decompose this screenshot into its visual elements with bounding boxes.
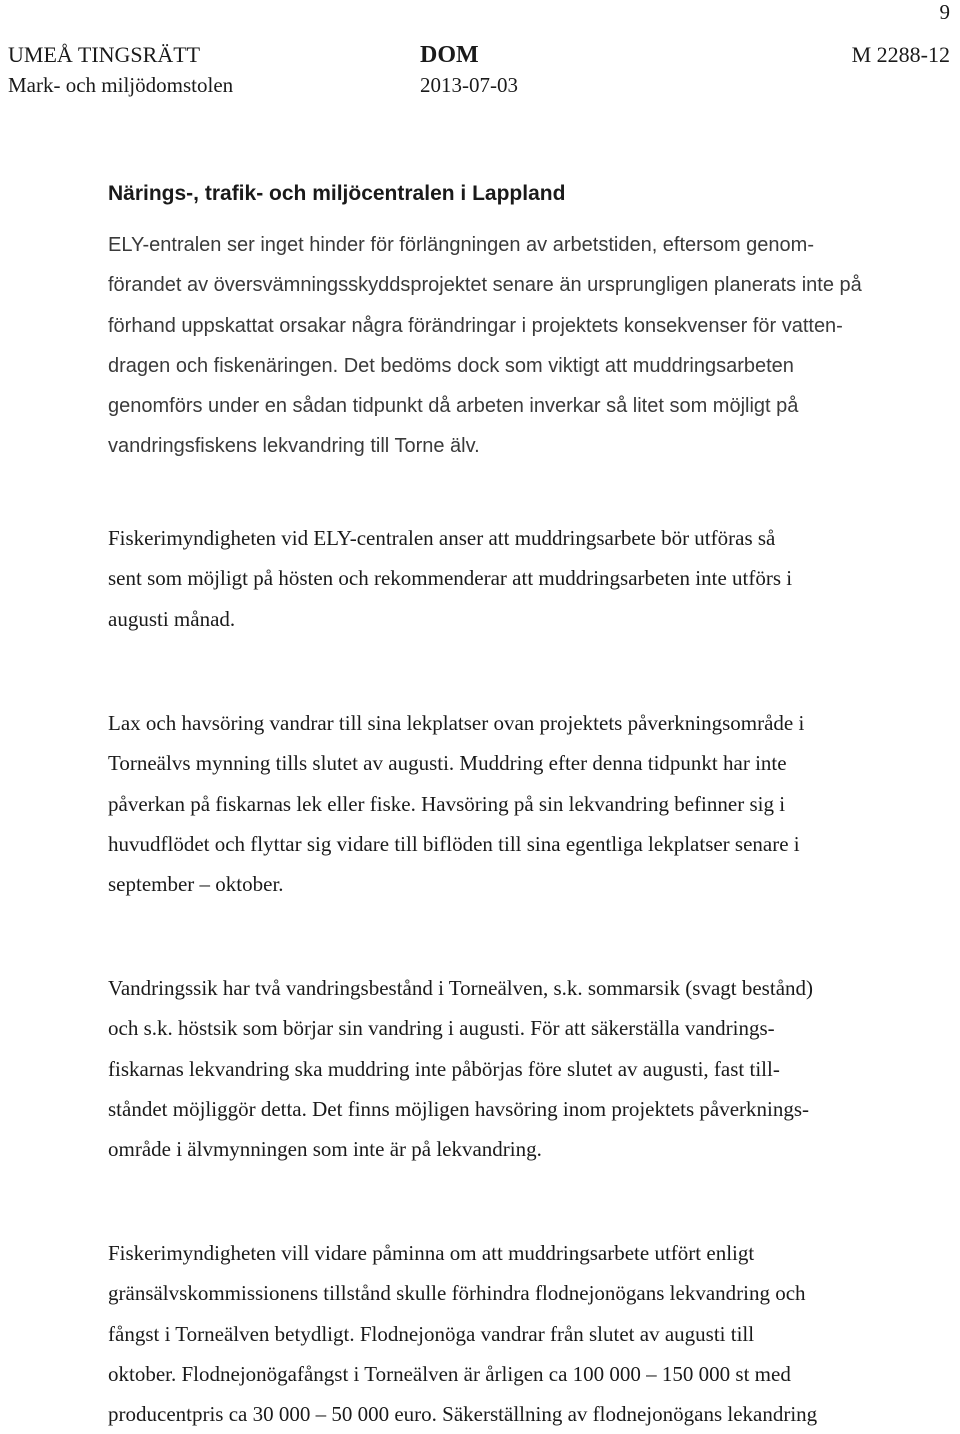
paragraph-line: ståndet möjliggör detta. Det finns möjligen havsöring inom projektets påverknings- [108,1096,810,1121]
paragraph-3 [108,703,908,904]
paragraph-line: Lax och havsöring vandrar till sina lekplatser ovan projektets påverkningsområde i [108,711,805,735]
paragraph-line: Torneälvs mynning tills slutet av augusti. Muddring efter denna tidpunkt har inte [108,751,787,776]
document-type: DOM [420,42,479,68]
paragraph-line: gränsälvskommissionens tillstånd skulle förhindra flodnejonögans lekvandring och [108,1281,806,1306]
paragraph-line: dragen och fiskenäringen. Det bedöms dock som viktigt att muddringsarbeten [108,354,794,377]
header-court-block [8,40,233,100]
court-division: Mark- och miljödomstolen [8,73,234,97]
paragraph-line: oktober. Flodnejonögafångst i Torneälven är årligen ca 100 000 – 150 000 st med [108,1361,791,1386]
paragraph-line: område i älvmynningen som inte är på lekvandring. [108,1137,542,1162]
paragraph-line: ELY-entralen ser inget hinder för förlängningen av arbetstiden, eftersom genom- [108,234,814,256]
case-number: M 2288-12 [851,42,950,67]
court-name: UMEÅ TINGSRÄTT [8,42,201,67]
paragraph-line: fångst i Torneälven betydligt. Flodnejonöga vandrar från slutet av augusti till [108,1321,755,1346]
paragraph-line: september – oktober. [108,872,284,897]
paragraph-line: producentpris ca 30 000 – 50 000 euro. Säkerställning av flodnejonögans lekandring [108,1402,818,1427]
paragraph-line: Fiskerimyndigheten vill vidare påminna om att muddringsarbete utfört enligt [108,1241,755,1265]
paragraph-line: sent som möjligt på hösten och rekommenderar att muddringsarbeten inte utförs i [108,566,793,591]
paragraph-line: genomförs under en sådan tidpunkt då arbeten inverkar så litet som möjligt på [108,395,799,418]
paragraph-2 [108,518,908,639]
header-document-block [420,40,518,100]
paragraph-line: Vandringssik har två vandringsbestånd i Torneälven, s.k. sommarsik (svagt bestånd) [108,976,814,1000]
page-number: 9 [939,0,950,24]
paragraph-line: förandet av översvämningsskyddsprojektet senare än ursprungligen planerats inte på [108,274,862,297]
paragraph-line: huvudflödet och flyttar sig vidare till biflöden till sina egentliga lekplatser senare i [108,831,800,856]
paragraph-line: och s.k. höstsik som börjar sin vandring i augusti. För att säkerställa vandrings- [108,1016,775,1041]
paragraph-line: Fiskerimyndigheten vid ELY-centralen anser att muddringsarbete bör utföras så [108,526,776,550]
section-title: Närings-, trafik- och miljöcentralen i Lappland [108,182,566,205]
paragraph-1 [108,225,908,467]
paragraph-line: augusti månad. [108,606,236,631]
paragraph-line: påverkan på fiskarnas lek eller fiske. Havsöring på sin lekvandring befinner sig i [108,791,786,816]
paragraph-line: förhand uppskattat orsakar några förändringar i projektets konsekvenser för vatten- [108,314,843,337]
document-date: 2013-07-03 [420,73,518,97]
paragraph-4 [108,968,908,1169]
paragraph-line: vandringsfiskens lekvandring till Torne älv. [108,435,480,458]
header-case-block [852,40,950,70]
paragraph-5 [108,1233,908,1434]
paragraph-line: fiskarnas lekvandring ska muddring inte påbörjas före slutet av augusti, fast till- [108,1056,780,1081]
